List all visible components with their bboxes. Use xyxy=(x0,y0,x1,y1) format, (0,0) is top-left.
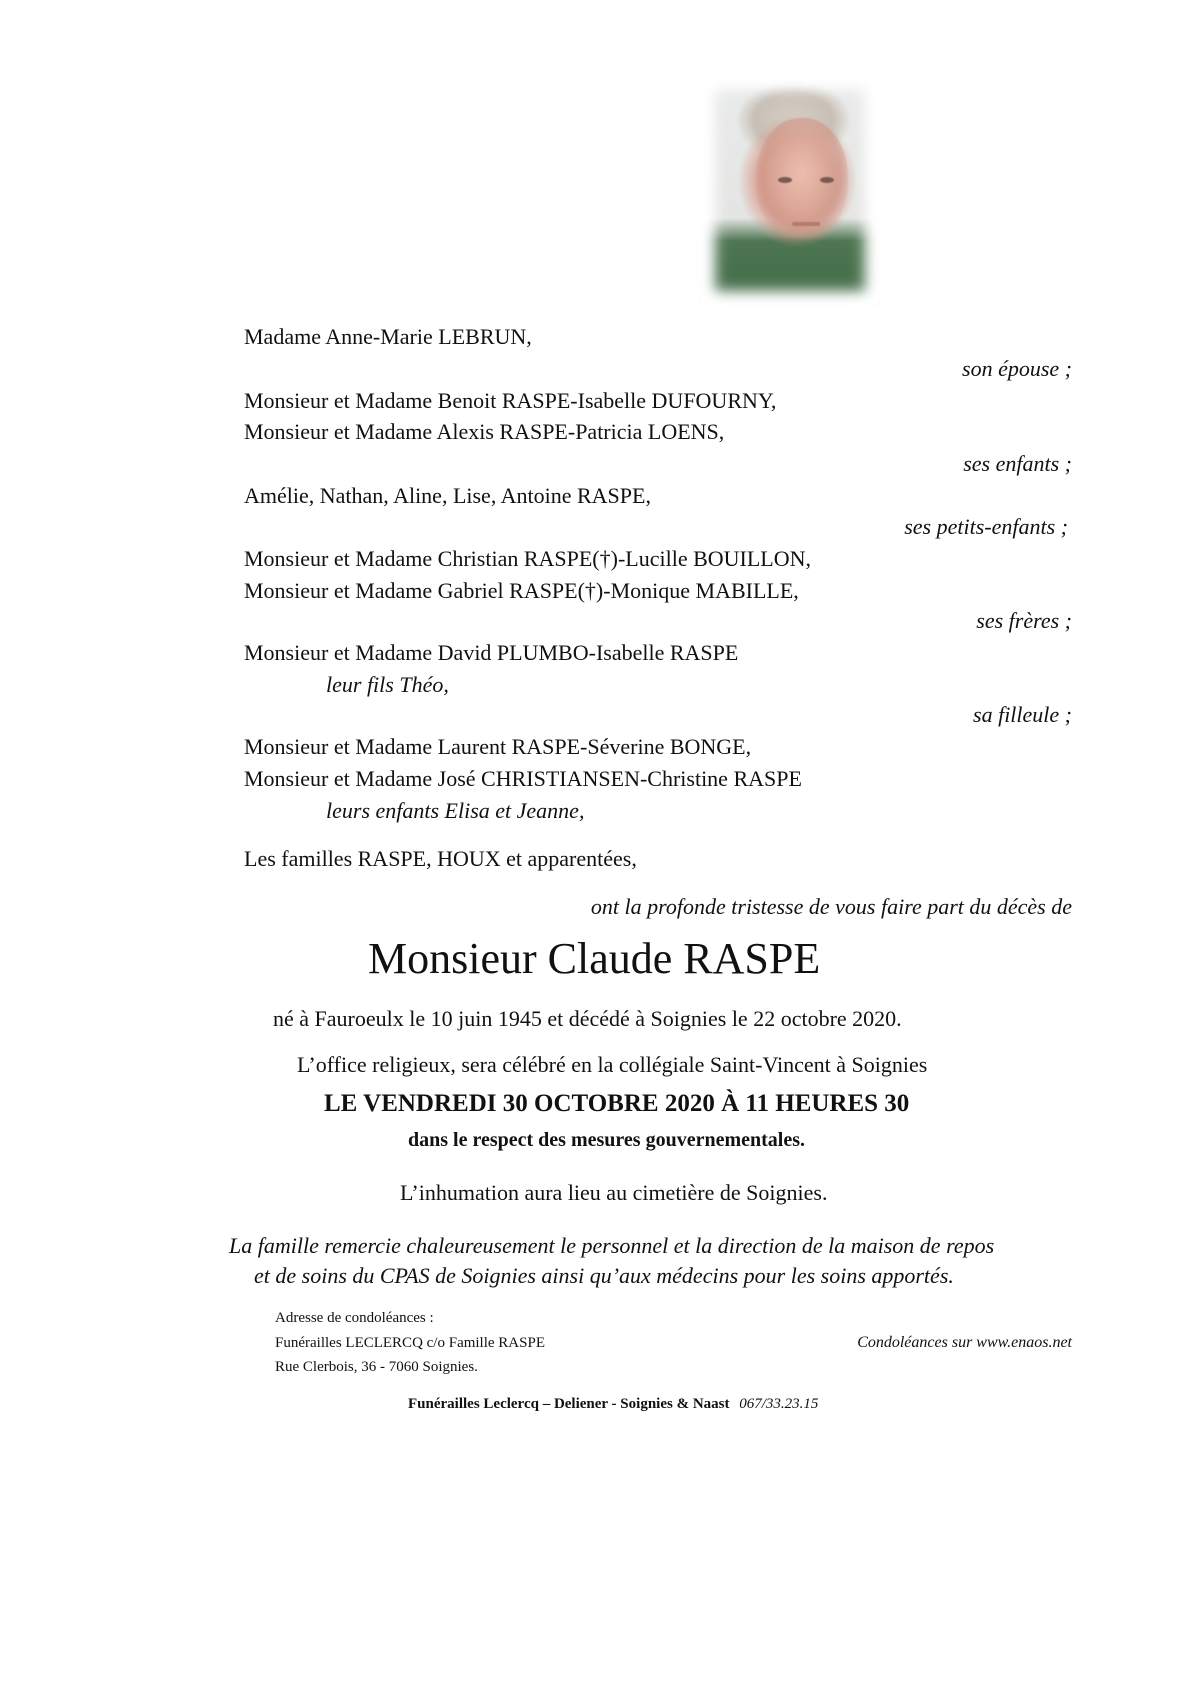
brother-name: Monsieur et Madame Gabriel RASPE(†)-Monique MABILLE, xyxy=(244,578,799,603)
brother-name: Monsieur et Madame Christian RASPE(†)-Lucille BOUILLON, xyxy=(244,546,812,571)
measures-line: dans le respect des mesures gouvernementales. xyxy=(408,1129,805,1151)
portrait-vignette xyxy=(700,74,880,306)
families-line: Les familles RASPE, HOUX et apparentées, xyxy=(244,846,637,871)
announcement-intro: ont la profonde tristesse de vous faire part du décès de xyxy=(590,894,1072,919)
relation-spouse: son épouse ; xyxy=(962,356,1072,381)
relatives-children: leurs enfants Elisa et Jeanne, xyxy=(326,798,585,823)
service-line: L’office religieux, sera célébré en la collégiale Saint-Vincent à Soignies xyxy=(297,1052,928,1077)
thanks-line-1: La famille remercie chaleureusement le personnel et la direction de la maison de repos xyxy=(229,1233,995,1258)
relation-goddaughter: sa filleule ; xyxy=(973,702,1072,727)
child-name: Monsieur et Madame Benoit RASPE-Isabelle DUFOURNY, xyxy=(244,388,777,413)
relation-grandchildren: ses petits-enfants ; xyxy=(904,514,1068,539)
condolences-address-line-2: Rue Clerbois, 36 - 7060 Soignies. xyxy=(275,1359,478,1375)
goddaughter-name: Monsieur et Madame David PLUMBO-Isabelle RASPE xyxy=(244,640,739,665)
funeral-home-phone: 067/33.23.15 xyxy=(739,1396,819,1412)
spouse-name: Madame Anne-Marie LEBRUN, xyxy=(244,324,532,349)
condolences-address-label: Adresse de condoléances : xyxy=(275,1310,434,1326)
condolences-online-link[interactable]: Condoléances sur www.enaos.net xyxy=(857,1334,1072,1351)
service-date: LE VENDREDI 30 OCTOBRE 2020 À 11 HEURES 30 xyxy=(324,1090,910,1117)
relation-brothers: ses frères ; xyxy=(976,608,1072,633)
birth-death-line: né à Fauroeulx le 10 juin 1945 et décédé à Soignies le 22 octobre 2020. xyxy=(273,1006,902,1031)
burial-line: L’inhumation aura lieu au cimetière de Soignies. xyxy=(400,1180,828,1205)
relation-children: ses enfants ; xyxy=(963,451,1072,476)
funeral-home-footer xyxy=(408,1392,818,1416)
condolences-address-line-1: Funérailles LECLERCQ c/o Famille RASPE xyxy=(275,1335,545,1351)
relative-name: Monsieur et Madame Laurent RASPE-Séverine BONGE, xyxy=(244,734,752,759)
portrait-photo xyxy=(700,74,880,306)
funeral-home-name: Funérailles Leclercq – Deliener - Soignies & Naast xyxy=(408,1396,730,1412)
deceased-name: Monsieur Claude RASPE xyxy=(368,934,821,983)
child-name: Monsieur et Madame Alexis RASPE-Patricia LOENS, xyxy=(244,419,725,444)
relative-name: Monsieur et Madame José CHRISTIANSEN-Christine RASPE xyxy=(244,766,802,791)
grandchildren-names: Amélie, Nathan, Aline, Lise, Antoine RASPE, xyxy=(244,483,651,508)
goddaughter-child: leur fils Théo, xyxy=(326,672,449,697)
thanks-line-2: et de soins du CPAS de Soignies ainsi qu’aux médecins pour les soins apportés. xyxy=(254,1263,954,1288)
